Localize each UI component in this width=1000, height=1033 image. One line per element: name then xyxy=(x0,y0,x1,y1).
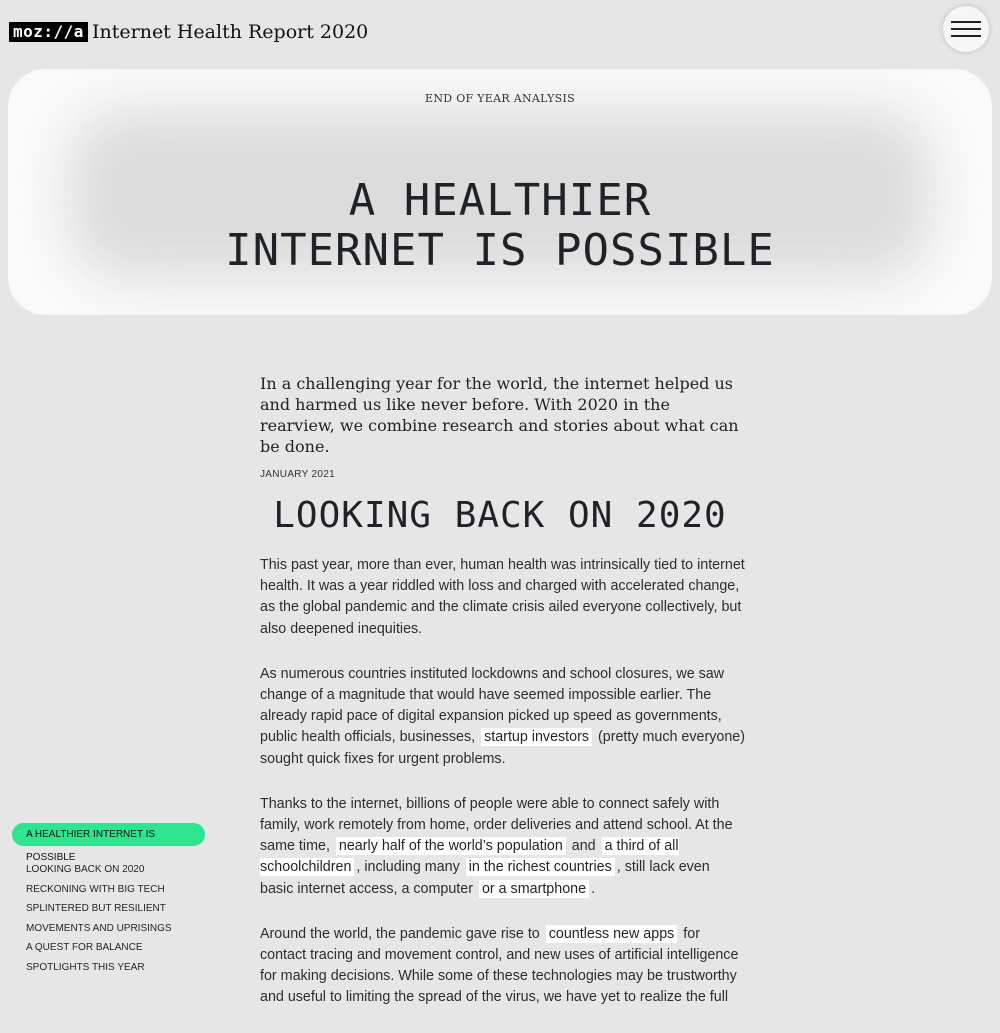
nav-item-movements[interactable]: MOVEMENTS AND UPRISINGS xyxy=(26,922,172,934)
section-heading: LOOKING BACK ON 2020 xyxy=(273,495,727,536)
article-body xyxy=(260,555,745,1033)
hamburger-icon xyxy=(951,21,981,23)
nav-item-quest-balance[interactable]: A QUEST FOR BALANCE xyxy=(26,942,143,953)
link-new-apps[interactable]: countless new apps xyxy=(546,925,678,943)
page-title-line-1: A HEALTHIER xyxy=(348,175,652,227)
menu-button[interactable] xyxy=(943,6,989,52)
link-world-population[interactable]: nearly half of the world’s population xyxy=(336,837,566,855)
link-schoolchildren[interactable]: a third of all schoolchildren xyxy=(260,838,679,876)
link-smartphone[interactable]: or a smartphone xyxy=(479,880,589,898)
mozilla-logo[interactable]: moz://a xyxy=(9,22,88,42)
page-title-line-2: INTERNET IS POSSIBLE xyxy=(225,225,775,277)
hero-banner xyxy=(8,69,992,315)
section-nav xyxy=(12,823,212,977)
page-title xyxy=(8,176,992,276)
nav-item-looking-back[interactable]: LOOKING BACK ON 2020 xyxy=(26,864,145,875)
nav-item-active[interactable]: A HEALTHIER INTERNET IS POSSIBLE xyxy=(12,823,205,846)
paragraph-1: This past year, more than ever, human health was intrinsically tied to internet health. It was a year riddled with loss and charged with accelerated change, as the global pandemic and the climate crisis ailed everyone collectively, but also deepened inequities. xyxy=(260,557,745,637)
nav-item-splintered[interactable]: SPLINTERED BUT RESILIENT xyxy=(26,903,166,914)
nav-item-big-tech[interactable]: RECKONING WITH BIG TECH xyxy=(26,883,165,895)
hero-eyebrow: END OF YEAR ANALYSIS xyxy=(425,92,575,105)
site-header xyxy=(0,0,1000,66)
site-title[interactable]: Internet Health Report 2020 xyxy=(92,21,369,43)
nav-list xyxy=(12,860,212,977)
intro-block xyxy=(260,373,740,480)
paragraph-3: Thanks to the internet, billions of people were able to connect safely with family, work remotely from home, order deliveries and attend school. At the same time, nearly half of the world’s population and a third of all schoolchildren , including many in the richest countries , still lack even basic internet access, a computer or a smartphone . xyxy=(260,795,733,897)
link-startup-investors[interactable]: startup investors xyxy=(481,728,592,746)
paragraph-2: As numerous countries instituted lockdowns and school closures, we saw change of a magnitude that would have seemed impossible earlier. The already rapid pace of digital expansion picked up speed as governments, public health officials, businesses, startup investors (pretty much everyone) sought quick fixes for urgent problems. xyxy=(260,665,745,767)
intro-text: In a challenging year for the world, the internet helped us and harmed us like never before. With 2020 in the rearview, we combine research and stories about what can be done. xyxy=(260,374,739,456)
paragraph-4: Around the world, the pandemic gave rise to countless new apps for contact tracing and movement control, and new uses of artificial intelligence for making decisions. While some of these technologies may be trustworthy and useful to limiting the spread of the virus, we have yet to realize the full xyxy=(260,925,739,1006)
link-richest-countries[interactable]: in the richest countries xyxy=(466,858,615,876)
publish-date: JANUARY 2021 xyxy=(260,469,335,480)
nav-item-spotlights[interactable]: SPOTLIGHTS THIS YEAR xyxy=(26,961,145,973)
